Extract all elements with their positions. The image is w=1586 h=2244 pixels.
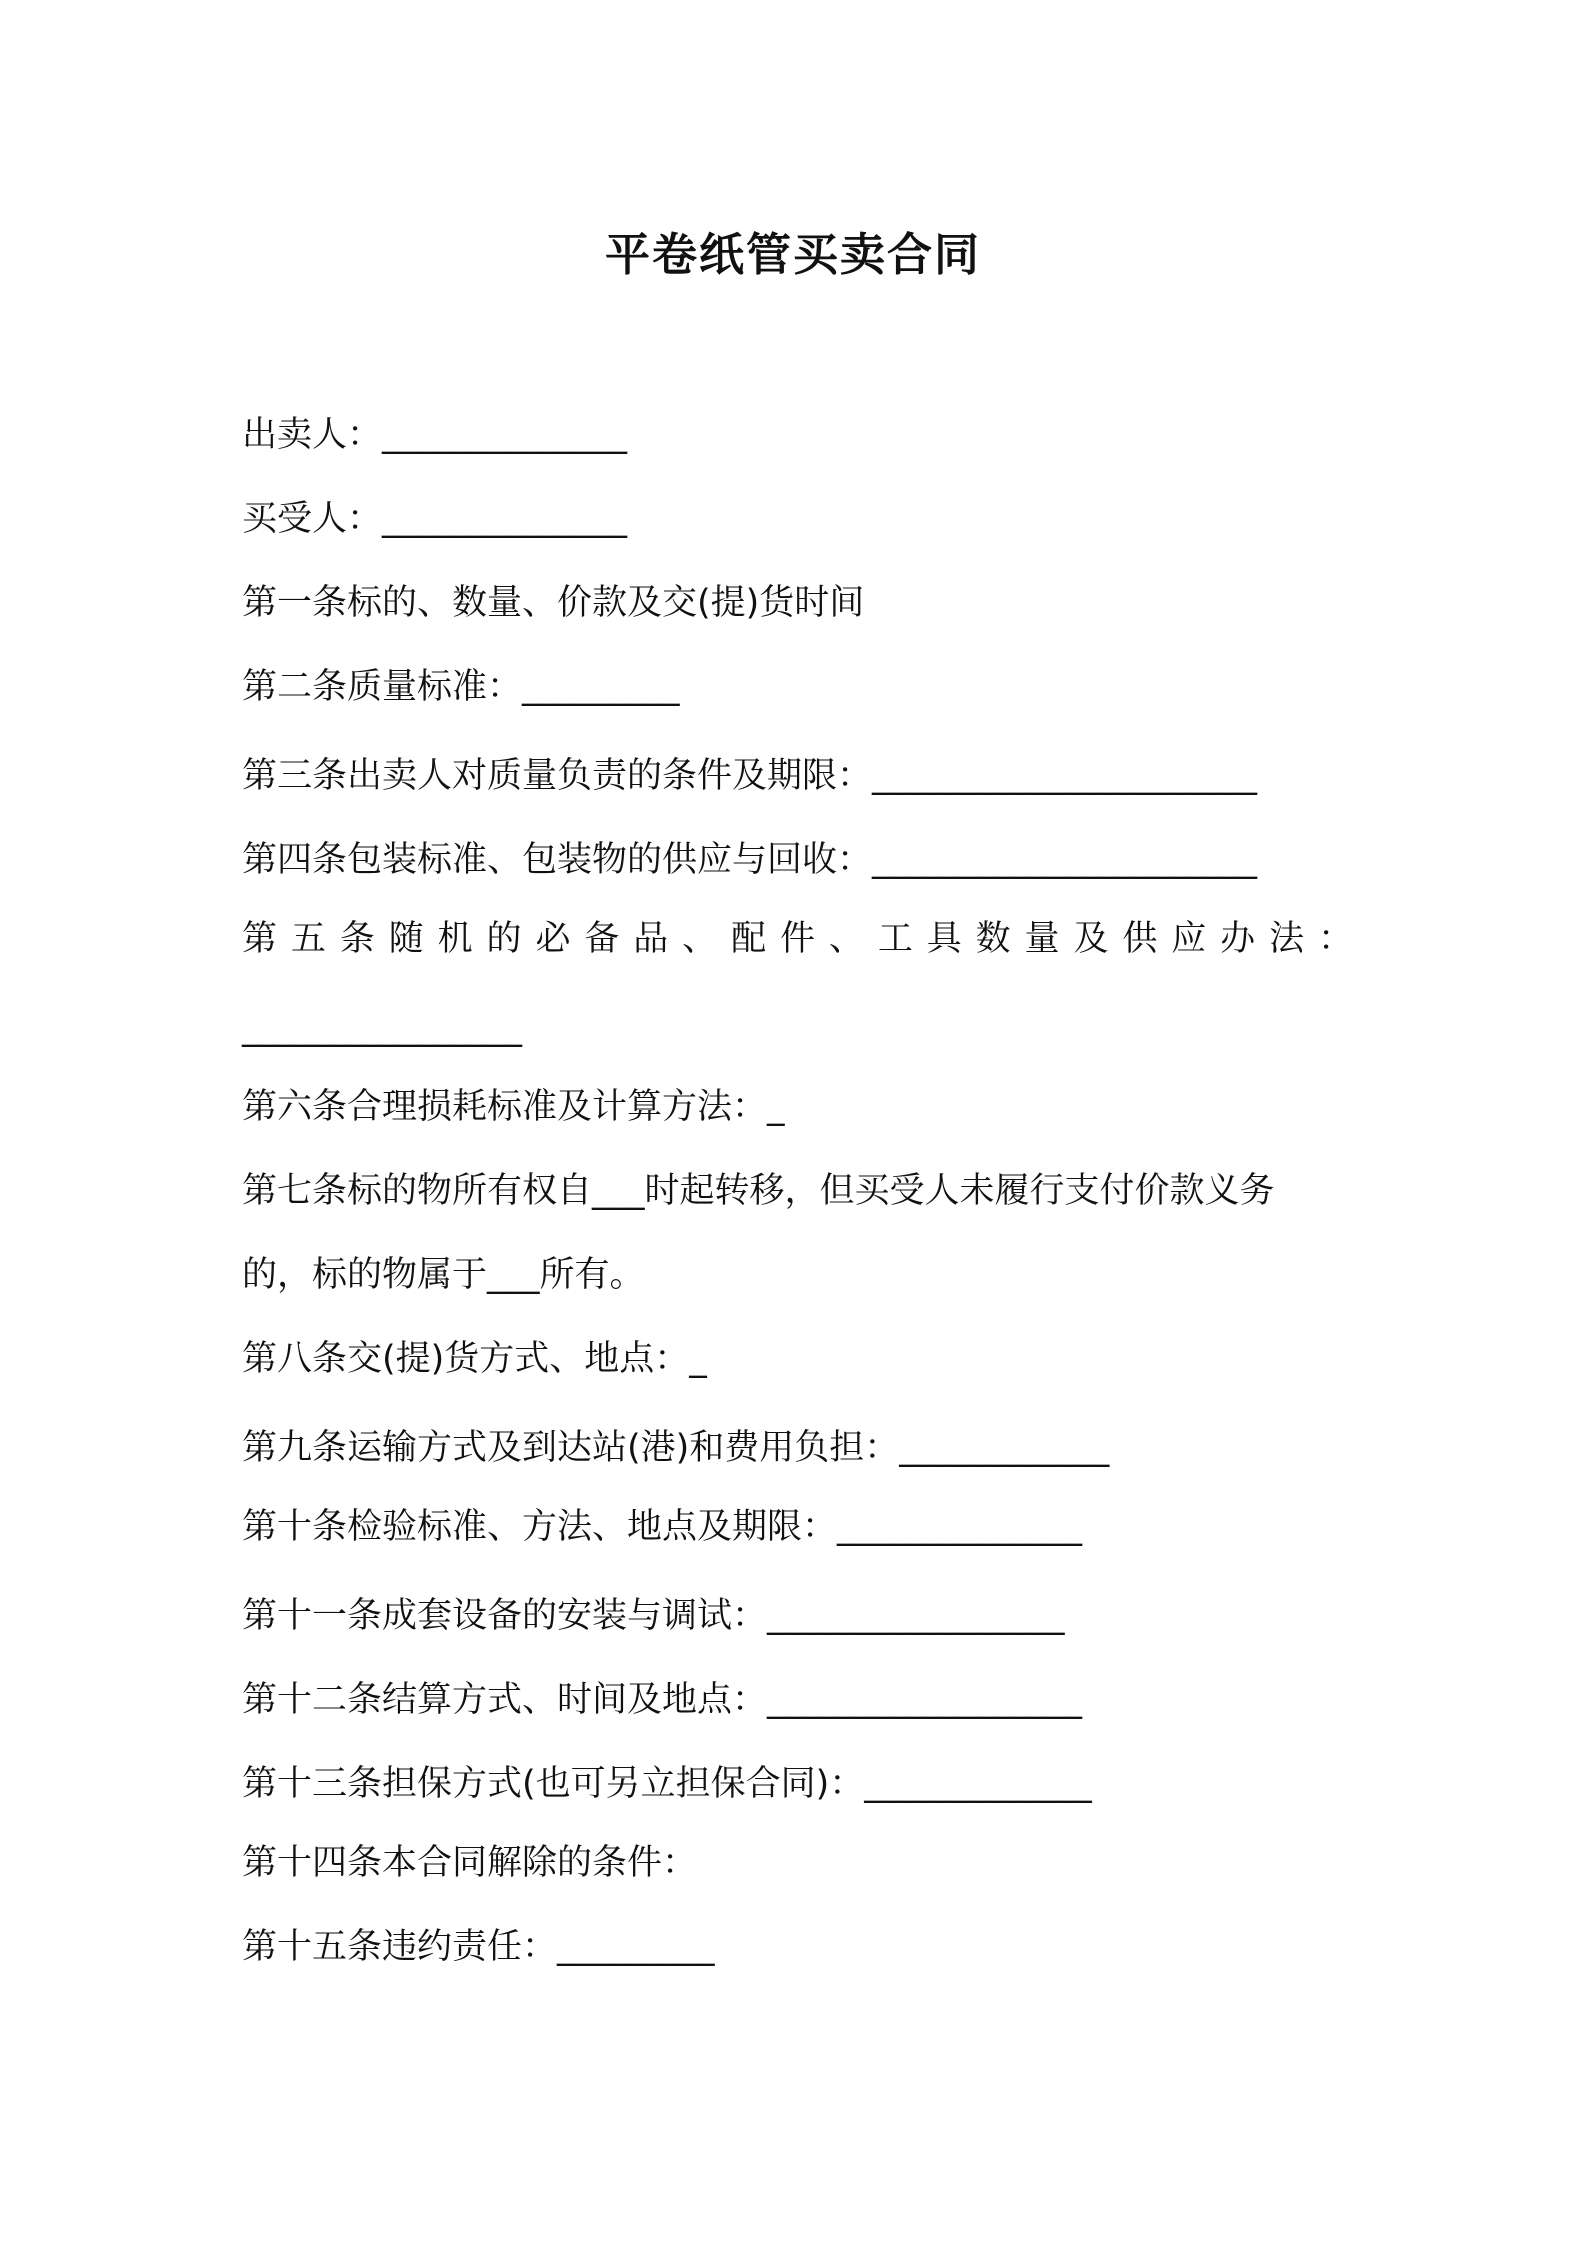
document-title: 平卷纸管买卖合同 <box>604 228 981 281</box>
clause-1: 第一条标的、数量、价款及交(提)货时间 <box>242 583 865 623</box>
clause-5-blank: ________________ <box>242 1008 522 1048</box>
clause-7-continued: 的，标的物属于___所有。 <box>242 1255 645 1295</box>
clause-9: 第九条运输方式及到达站(港)和费用负担：____________ <box>242 1428 1110 1468</box>
clause-7: 第七条标的物所有权自___时起转移，但买受人未履行支付价款义务 <box>242 1171 1275 1211</box>
clause-2: 第二条质量标准：_________ <box>242 667 680 707</box>
buyer-line: 买受人：______________ <box>242 499 628 539</box>
clause-8: 第八条交(提)货方式、地点：_ <box>242 1339 707 1379</box>
clause-15: 第十五条违约责任：_________ <box>242 1927 715 1967</box>
clause-10: 第十条检验标准、方法、地点及期限：______________ <box>242 1507 1083 1547</box>
seller-line: 出卖人：______________ <box>242 415 628 455</box>
clause-14: 第十四条本合同解除的条件： <box>242 1843 698 1883</box>
clause-5: 第 五 条 随 机 的 必 备 品 、 配 件 、 工 具 数 量 及 供 应 办 法 ： <box>242 919 1353 959</box>
clause-13: 第十三条担保方式(也可另立担保合同)：_____________ <box>242 1764 1092 1804</box>
clause-4: 第四条包装标准、包装物的供应与回收：______________________ <box>242 840 1258 880</box>
clause-6: 第六条合理损耗标准及计算方法：_ <box>242 1087 785 1127</box>
clause-11: 第十一条成套设备的安装与调试：_________________ <box>242 1596 1065 1636</box>
clause-12: 第十二条结算方式、时间及地点：__________________ <box>242 1680 1083 1720</box>
clause-3: 第三条出卖人对质量负责的条件及期限：______________________ <box>242 756 1258 796</box>
